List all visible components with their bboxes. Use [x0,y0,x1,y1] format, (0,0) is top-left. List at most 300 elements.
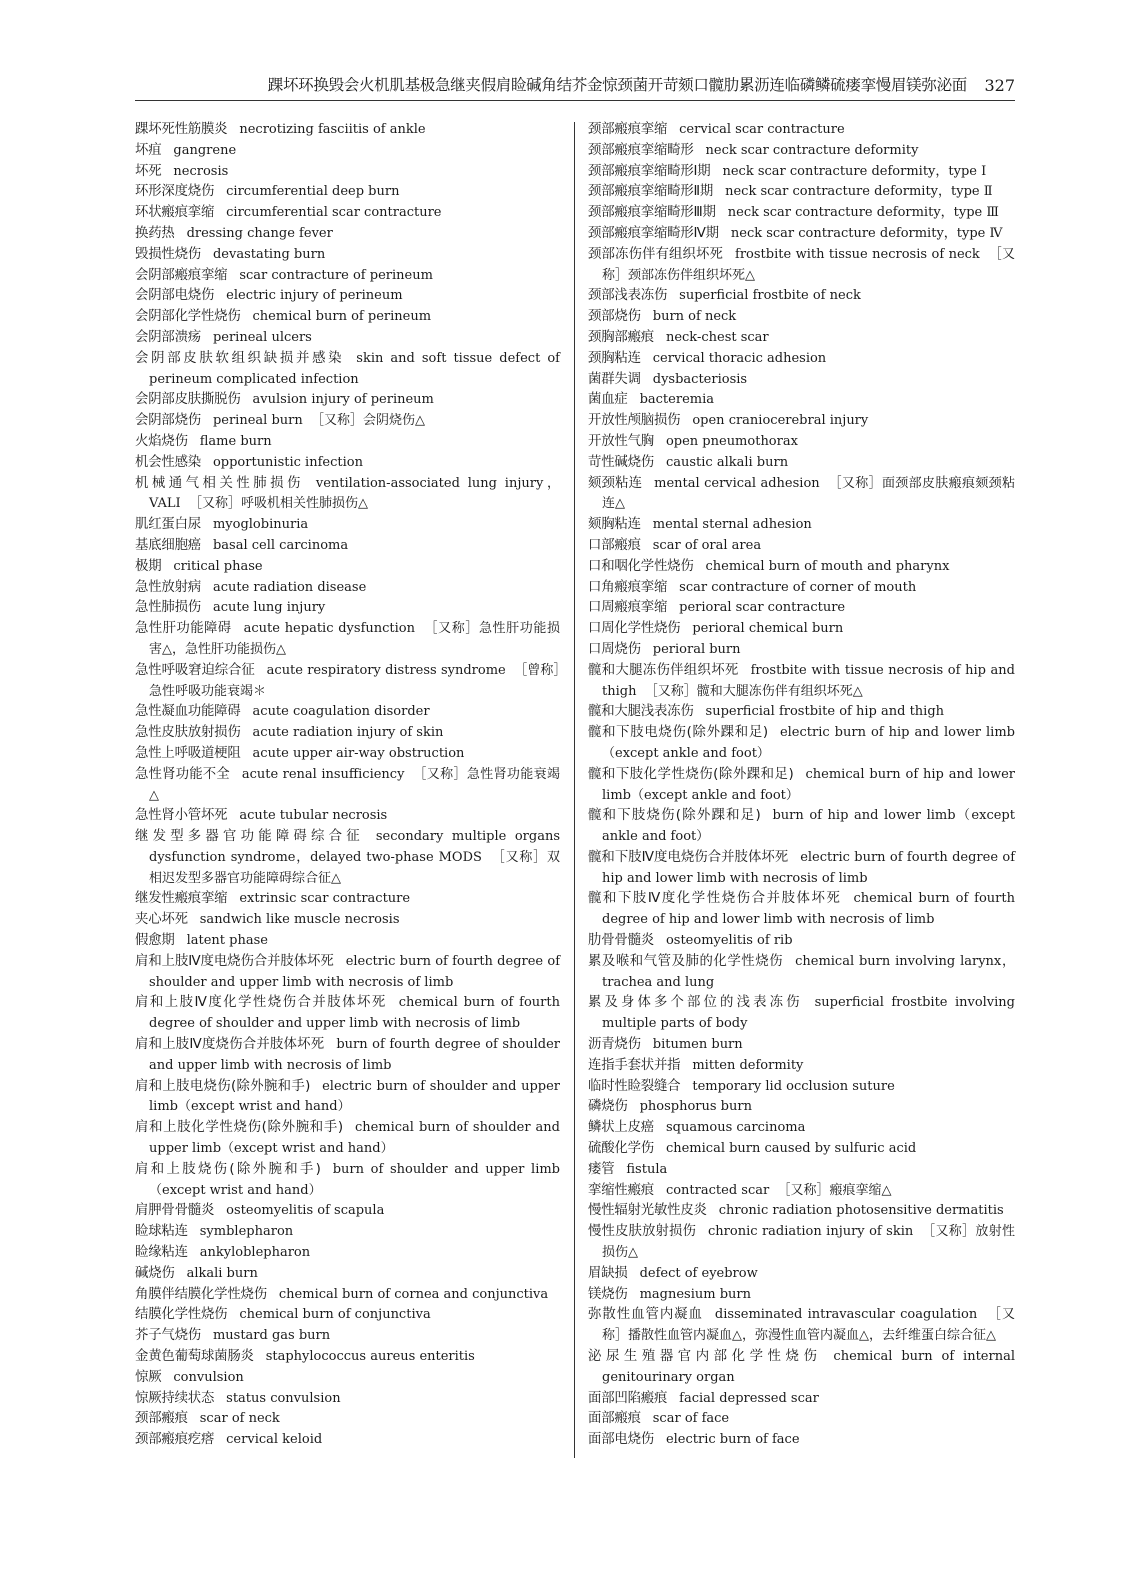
glossary-entry [135,1409,560,1430]
term-chinese: 肋骨骨髓炎 [588,933,654,949]
term-english: burn of hip and lower limb（except ankle and foot） [602,808,1015,845]
term-chinese: 口周瘢痕挛缩 [588,600,668,616]
term-chinese: 假愈期 [135,933,175,949]
glossary-entry [135,1347,560,1368]
term-chinese: 急性放射病 [135,579,201,595]
term-chinese: 毁损性烧伤 [135,246,201,262]
term-chinese: 芥子气烧伤 [135,1328,201,1344]
term-english: squamous carcinoma [665,1120,806,1136]
glossary-entry [588,1160,1015,1181]
term-english: scar of oral area [652,537,762,553]
term-chinese: 火焰烧伤 [135,433,188,449]
glossary-entry [588,598,1015,619]
term-chinese: 口周化学性烧伤 [588,621,681,637]
column-divider [574,122,575,1458]
term-chinese: 慢性辐射光敏性皮炎 [588,1203,707,1219]
term-chinese: 颈部瘢痕 [135,1411,188,1427]
term-english: cervical thoracic adhesion [652,350,827,366]
glossary-entry [588,889,1015,931]
term-english: chemical burn of hip and lower limb（except ankle and foot） [602,766,1016,803]
glossary-entry [135,1118,560,1160]
glossary-entry [135,307,560,328]
term-chinese: 惊厥 [135,1369,162,1385]
glossary-entry [588,661,1015,703]
glossary-entry [135,120,560,141]
glossary-entry [588,1389,1015,1410]
glossary-entry [135,1326,560,1347]
term-english: chemical burn of perineum [252,309,432,325]
term-english: superficial frostbite of hip and thigh [705,704,945,720]
term-chinese: 颈部烧伤 [588,309,641,325]
term-chinese: 急性肾小管坏死 [135,808,228,824]
term-english: phosphorus burn [639,1099,752,1115]
term-english: convulsion [173,1369,244,1385]
glossary-entry [135,1430,560,1451]
term-chinese: 口部瘢痕 [588,537,641,553]
term-english: defect of eyebrow [639,1265,758,1281]
glossary-entry [135,931,560,952]
term-english: necrotizing fasciitis of ankle [239,122,426,137]
glossary-entry [588,1430,1015,1451]
term-english: acute renal insufficiency [241,766,405,782]
glossary-entry [135,203,560,224]
term-chinese: 髋和下肢Ⅳ度电烧伤合并肢体坏死 [588,849,789,865]
term-english: secondary multiple organs dysfunction syndrome，delayed two-phase MODS [149,829,560,865]
term-chinese: 挛缩性瘢痕 [588,1182,654,1198]
glossary-entry [135,328,560,349]
term-chinese: 碱烧伤 [135,1265,175,1281]
term-english: scar of neck [199,1411,280,1427]
term-chinese: 肩和上肢化学性烧伤(除外腕和手) [135,1120,343,1136]
term-chinese: 泌尿生殖器官内部化学性烧伤 [588,1349,822,1365]
term-english: perineal burn [212,413,303,429]
glossary-entry [588,1264,1015,1285]
glossary-entry [135,1368,560,1389]
term-english: perioral scar contracture [679,600,846,616]
term-chinese: 换药热 [135,225,175,241]
term-english: scar of face [652,1411,730,1427]
glossary-entry [588,411,1015,432]
term-chinese: 口和咽化学性烧伤 [588,558,694,574]
glossary-entry [135,1222,560,1243]
term-chinese: 继发性瘢痕挛缩 [135,891,228,907]
term-chinese: 面部凹陷瘢痕 [588,1390,668,1406]
glossary-entry [588,640,1015,661]
term-english: perineal ulcers [212,329,312,345]
glossary-entry [588,515,1015,536]
term-chinese: 肩和上肢Ⅳ度烧伤合并肢体坏死 [135,1037,325,1053]
term-alias-note: ［又称］播散性血管内凝血△，弥漫性血管内凝血△，去纤维蛋白综合征△ [602,1307,1016,1344]
term-chinese: 开放性颅脑损伤 [588,413,681,429]
term-chinese: 颈部瘢痕挛缩畸形Ⅰ期 [588,163,711,179]
glossary-entry [588,806,1015,848]
term-chinese: 开放性气胸 [588,433,654,449]
term-chinese: 踝坏死性筋膜炎 [135,122,228,137]
term-alias-note: ［曾称］急性呼吸功能衰竭＊ [149,662,561,699]
term-chinese: 颏颈粘连 [588,475,643,491]
term-english: gangrene [173,142,237,158]
term-alias-note: ［又称］会阴烧伤△ [311,413,425,429]
term-chinese: 眉缺损 [588,1265,628,1281]
glossary-entry [588,120,1015,141]
term-english: scar contracture of perineum [239,267,433,283]
term-english: disseminated intravascular coagulation [714,1307,978,1323]
glossary-entry [135,578,560,599]
glossary-entry [588,370,1015,391]
term-chinese: 颈部瘢痕挛缩畸形Ⅳ期 [588,225,719,241]
term-chinese: 颈部瘢痕挛缩 [588,122,668,137]
glossary-entry [135,390,560,411]
term-chinese: 急性肺损伤 [135,600,201,616]
term-english: neck scar contracture deformity，type Ⅰ [722,163,987,179]
term-english: necrosis [173,163,229,179]
glossary-entry [135,827,560,889]
term-chinese: 会阴部化学性烧伤 [135,309,241,325]
glossary-entry [588,224,1015,245]
term-chinese: 肩胛骨骨髓炎 [135,1203,215,1219]
term-english: sandwich like muscle necrosis [199,912,400,928]
term-chinese: 会阴部皮肤撕脱伤 [135,392,241,408]
term-english: facial depressed scar [679,1390,819,1406]
term-chinese: 髋和大腿冻伤伴组织坏死 [588,662,739,678]
glossary-entry [588,1097,1015,1118]
term-english: neck-chest scar [665,329,769,345]
glossary-entry [588,1056,1015,1077]
glossary-entry [135,1305,560,1326]
term-chinese: 会阴部瘢痕挛缩 [135,267,228,283]
term-english: bacteremia [639,392,714,408]
term-chinese: 环形深度烧伤 [135,184,215,200]
term-chinese: 坏疽 [135,142,162,158]
term-english: acute lung injury [212,600,326,616]
glossary-entry [135,744,560,765]
glossary-entry [588,1409,1015,1430]
term-alias-note: ［又称］髋和大腿冻伤伴有组织坏死△ [644,683,863,699]
glossary-entry [588,1035,1015,1056]
term-chinese: 坏死 [135,163,162,179]
glossary-entry [135,619,560,661]
term-english: magnesium burn [639,1286,751,1302]
term-chinese: 髋和下肢Ⅳ度化学性烧伤合并肢体坏死 [588,891,842,907]
term-english: mitten deformity [692,1057,804,1073]
term-english: neck scar contracture deformity [705,142,919,158]
left-column [135,120,560,1451]
term-english: electric burn of shoulder and upper limb（except wrist and hand） [149,1078,560,1115]
term-english: latent phase [186,933,268,949]
term-chinese: 口角瘢痕挛缩 [588,579,668,595]
glossary-entry [588,390,1015,411]
term-english: mental sternal adhesion [652,517,812,533]
glossary-entry [588,578,1015,599]
term-english: devastating burn [212,246,326,262]
term-english: open pneumothorax [665,433,798,449]
term-chinese: 面部电烧伤 [588,1432,654,1448]
term-english: acute upper air-way obstruction [252,745,465,761]
term-english: staphylococcus aureus enteritis [265,1349,475,1365]
term-english: superficial frostbite involving multiple parts of body [602,995,1015,1032]
term-english: skin and soft tissue defect of perineum complicated infection [149,350,560,387]
term-english: bitumen burn [652,1037,743,1053]
glossary-entry [588,1139,1015,1160]
term-chinese: 鳞状上皮癌 [588,1120,654,1136]
term-english: perioral chemical burn [692,621,844,637]
glossary-entry [135,515,560,536]
term-chinese: 面部瘢痕 [588,1411,641,1427]
glossary-entry [588,557,1015,578]
term-chinese: 肩和上肢电烧伤(除外腕和手) [135,1078,311,1094]
term-english: flame burn [199,433,272,449]
glossary-entry [135,474,560,516]
term-chinese: 颈部浅表冻伤 [588,288,668,304]
term-english: burn of neck [652,309,737,325]
glossary-entry [135,224,560,245]
glossary-entry [588,141,1015,162]
glossary-entry [588,349,1015,370]
term-chinese: 颈胸粘连 [588,350,641,366]
glossary-entry [588,1077,1015,1098]
term-english: electric burn of fourth degree of hip and lower limb with necrosis of limb [602,849,1016,886]
glossary-entry [588,1118,1015,1139]
glossary-entry [588,848,1015,890]
glossary-entry [135,1264,560,1285]
term-alias-note: ［又称］颈部冻伤伴组织坏死△ [602,246,1015,283]
glossary-entry [135,661,560,703]
glossary-entry [588,182,1015,203]
term-chinese: 镁烧伤 [588,1286,628,1302]
glossary-entry [135,162,560,183]
glossary-entry [588,765,1015,807]
term-chinese: 急性肾功能不全 [135,766,230,782]
term-chinese: 基底细胞癌 [135,537,201,553]
term-chinese: 睑球粘连 [135,1224,188,1240]
glossary-entry [135,910,560,931]
glossary-entry [588,328,1015,349]
term-english: circumferential deep burn [226,184,400,200]
term-english: basal cell carcinoma [212,537,349,553]
term-english: extrinsic scar contracture [239,891,411,907]
term-chinese: 颈部冻伤伴有组织坏死 [588,246,724,262]
glossary-entry [135,245,560,266]
term-english: burn of shoulder and upper limb（except wrist and hand） [149,1161,560,1198]
term-chinese: 肌红蛋白尿 [135,517,201,533]
glossary-entry [588,162,1015,183]
glossary-entry [135,1285,560,1306]
term-english: mustard gas burn [212,1328,331,1344]
glossary-entry [135,1201,560,1222]
term-chinese: 临时性睑裂缝合 [588,1078,681,1094]
term-english: temporary lid occlusion suture [692,1078,895,1094]
term-english: dysbacteriosis [652,371,748,387]
term-chinese: 机械通气相关性肺损伤 [135,475,304,491]
glossary-entry [135,723,560,744]
glossary-entry [135,432,560,453]
glossary-entry [135,266,560,287]
term-english: chemical burn of internal genitourinary organ [602,1349,1015,1385]
term-english: acute radiation disease [212,579,367,595]
glossary-entry [588,1305,1015,1347]
glossary-entry [588,1347,1015,1389]
term-english: electric burn of hip and lower limb（except ankle and foot） [602,725,1015,761]
glossary-entry [135,598,560,619]
term-chinese: 颏胸粘连 [588,517,641,533]
term-chinese: 颈胸部瘢痕 [588,329,654,345]
term-chinese: 弥散性血管内凝血 [588,1307,703,1323]
term-chinese: 急性上呼吸道梗阻 [135,745,241,761]
term-english: burn of fourth degree of shoulder and upper limb with necrosis of limb [149,1037,561,1073]
glossary-entry [135,1243,560,1264]
term-chinese: 磷烧伤 [588,1099,628,1115]
glossary-entry [135,141,560,162]
term-chinese: 环状瘢痕挛缩 [135,205,215,221]
term-english: opportunistic infection [212,454,363,470]
glossary-entry [588,619,1015,640]
term-english: status convulsion [226,1390,341,1406]
term-english: ventilation-associated lung injury，VALI [149,475,560,512]
term-chinese: 瘘管 [588,1161,615,1177]
right-column [588,120,1015,1451]
glossary-entry [135,1160,560,1202]
term-english: frostbite with tissue necrosis of hip and thigh [602,662,1015,699]
page-number: 327 [984,76,1015,95]
term-english: symblepharon [199,1224,294,1240]
glossary-entry [588,245,1015,287]
term-english: circumferential scar contracture [226,205,442,221]
term-alias-note: ［又称］双相迟发型多器官功能障碍综合征△ [149,849,560,886]
glossary-entry [588,723,1015,765]
term-chinese: 髋和下肢烧伤(除外踝和足) [588,808,761,824]
glossary-entry [135,411,560,432]
term-english: chronic radiation photosensitive dermatitis [718,1203,1004,1219]
term-english: chronic radiation injury of skin [708,1224,914,1240]
term-alias-note: ［又称］呼吸机相关性肺损伤△ [188,496,368,512]
term-english: myoglobinuria [212,517,309,533]
term-english: avulsion injury of perineum [252,392,434,408]
term-chinese: 颈部瘢痕挛缩畸形Ⅲ期 [588,205,716,221]
glossary-entry [135,952,560,994]
term-chinese: 累及身体多个部位的浅表冻伤 [588,995,803,1011]
term-chinese: 会阴部皮肤软组织缺损并感染 [135,350,345,366]
term-english: perioral burn [652,641,741,657]
term-chinese: 夹心坏死 [135,912,188,928]
glossary-entry [135,453,560,474]
term-english: electric burn of face [665,1432,800,1448]
term-chinese: 菌群失调 [588,371,641,387]
term-english: neck scar contracture deformity，type Ⅱ [725,184,993,200]
term-chinese: 会阴部溃疡 [135,329,201,345]
term-chinese: 急性呼吸窘迫综合征 [135,662,255,678]
term-alias-note: ［又称］急性肝功能损害△，急性肝功能损伤△ [149,621,560,657]
running-header [135,74,1015,101]
term-english: mental cervical adhesion [654,475,820,491]
term-english: alkali burn [186,1265,258,1281]
term-chinese: 沥青烧伤 [588,1037,641,1053]
term-chinese: 髋和下肢化学性烧伤(除外踝和足) [588,766,794,782]
glossary-entry [588,952,1015,994]
term-english: electric injury of perineum [226,288,403,304]
term-english: chemical burn involving larynx，trachea and lung [602,953,1015,990]
term-english: cervical keloid [226,1432,323,1448]
term-alias-note: ［又称］面颈部皮肤瘢痕颏颈粘连△ [602,475,1015,512]
term-chinese: 肩和上肢Ⅳ度电烧伤合并肢体坏死 [135,953,334,969]
glossary-entry [135,806,560,827]
glossary-entry [135,1077,560,1119]
glossary-entry [588,1181,1015,1202]
glossary-entry [135,182,560,203]
term-chinese: 急性凝血功能障碍 [135,704,241,720]
term-english: fistula [626,1161,668,1177]
glossary-entry [588,931,1015,952]
glossary-entry [588,536,1015,557]
term-english: acute tubular necrosis [239,808,388,824]
glossary-entry [135,765,560,807]
term-chinese: 颈部瘢痕疙瘩 [135,1432,215,1448]
glossary-entry [135,993,560,1035]
glossary-entry [135,557,560,578]
term-chinese: 菌血症 [588,392,628,408]
term-english: neck scar contracture deformity，type Ⅳ [730,225,1003,241]
glossary-entry [588,286,1015,307]
glossary-entry [135,889,560,910]
term-chinese: 连指手套状并指 [588,1057,681,1073]
term-chinese: 硫酸化学伤 [588,1141,654,1157]
term-english: chemical burn of fourth degree of hip and lower limb with necrosis of limb [602,891,1015,928]
glossary-entry [588,1222,1015,1264]
glossary-entry [588,203,1015,224]
glossary-entry [135,536,560,557]
term-chinese: 极期 [135,558,162,574]
term-chinese: 机会性感染 [135,454,201,470]
term-english: osteomyelitis of scapula [226,1203,385,1219]
term-english: neck scar contracture deformity，type Ⅲ [727,205,999,221]
term-chinese: 继发型多器官功能障碍综合征 [135,829,364,845]
term-english: critical phase [173,558,263,574]
glossary-entry [588,432,1015,453]
term-chinese: 惊厥持续状态 [135,1390,215,1406]
glossary-entry [135,1035,560,1077]
term-english: ankyloblepharon [199,1245,311,1261]
term-chinese: 急性肝功能障碍 [135,621,232,637]
term-english: chemical burn of fourth degree of shoulder and upper limb with necrosis of limb [149,995,560,1032]
term-english: osteomyelitis of rib [665,933,793,949]
term-chinese: 颈部瘢痕挛缩畸形Ⅱ期 [588,184,714,200]
term-english: chemical burn of shoulder and upper limb（except wrist and hand） [149,1120,561,1157]
term-chinese: 角膜伴结膜化学性烧伤 [135,1286,267,1302]
term-chinese: 髋和大腿浅表冻伤 [588,704,694,720]
glossary-entry [588,702,1015,723]
term-chinese: 肩和上肢烧伤(除外腕和手) [135,1161,321,1177]
term-english: chemical burn of cornea and conjunctiva [278,1286,549,1302]
term-english: electric burn of fourth degree of shoulder and upper limb with necrosis of limb [149,953,561,990]
term-english: open craniocerebral injury [692,413,869,429]
glossary-entry [135,286,560,307]
glossary-entry [135,349,560,391]
term-chinese: 颈部瘢痕挛缩畸形 [588,142,694,158]
term-chinese: 累及喉和气管及肺的化学性烧伤 [588,953,784,969]
term-chinese: 肩和上肢Ⅳ度化学性烧伤合并肢体坏死 [135,995,387,1011]
term-chinese: 结膜化学性烧伤 [135,1307,228,1323]
term-english: chemical burn caused by sulfuric acid [665,1141,917,1157]
term-chinese: 髋和下肢电烧伤(除外踝和足) [588,725,768,741]
term-english: caustic alkali burn [665,454,789,470]
term-english: chemical burn of conjunctiva [239,1307,431,1323]
term-english: acute radiation injury of skin [252,725,444,741]
term-english: acute respiratory distress syndrome [266,662,506,678]
term-chinese: 会阴部电烧伤 [135,288,215,304]
term-alias-note: ［又称］放射性损伤△ [602,1224,1016,1261]
running-header-title: 踝坏环换毁会火机肌基极急继夹假肩睑碱角结芥金惊颈菌开苛颏口髋肋累沥连临磷鳞硫瘘挛慢眉镁弥泌面 [267,76,967,94]
term-chinese: 会阴部烧伤 [135,413,201,429]
term-chinese: 苛性碱烧伤 [588,454,654,470]
